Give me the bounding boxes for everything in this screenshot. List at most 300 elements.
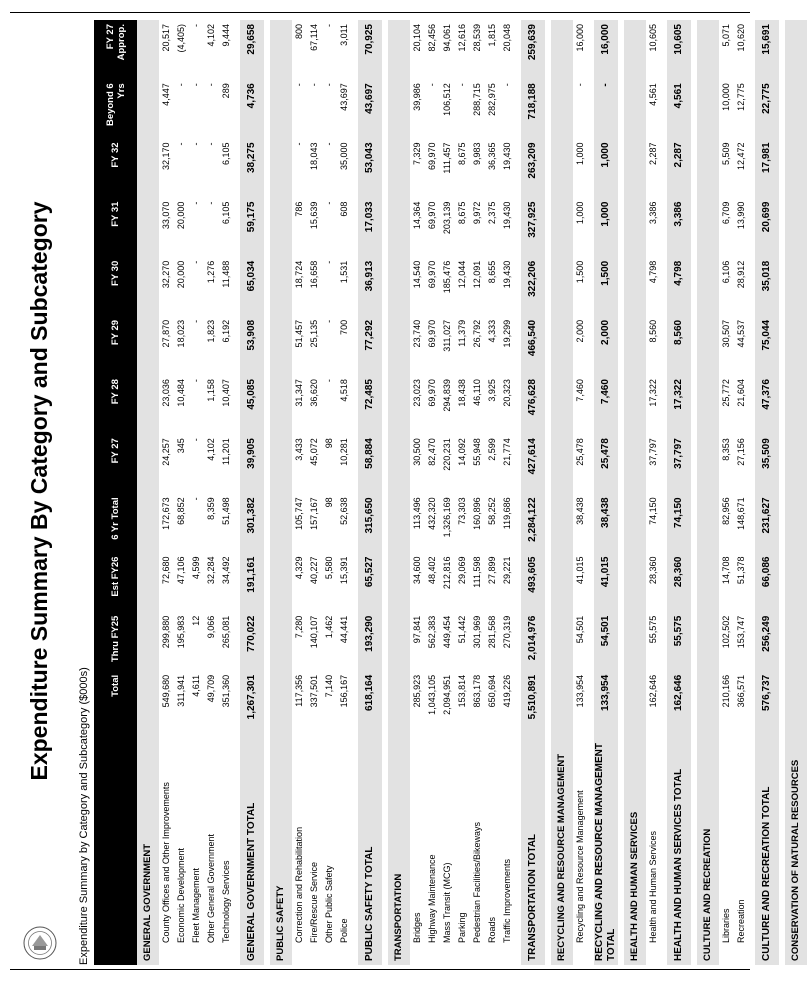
amount-cell: 6,192 (221, 319, 231, 343)
amount-cell: 549,680 (161, 674, 171, 708)
amount-cell: 38,275 (240, 138, 264, 197)
amount-cell: 1,815 (487, 24, 497, 47)
amount-cell: 105,747 (294, 497, 304, 530)
amount-cell: 98 (324, 497, 334, 508)
amount-cell: 282,975 (487, 83, 497, 116)
amount-cell: 19,299 (502, 319, 512, 348)
amount-cell: 46,110 (472, 379, 482, 406)
amount-cell: 162,646 (667, 671, 691, 730)
amount-cell: 55,575 (667, 612, 691, 671)
amount-cell: 20,000 (176, 201, 186, 230)
category-heading-row (785, 20, 807, 965)
amount-cell: 36,913 (358, 257, 382, 316)
amount-cell: 9,444 (221, 24, 231, 47)
amount-cell: 294,839 (442, 379, 452, 412)
amount-cell: 10,484 (176, 379, 186, 407)
amount-cell: 21,604 (736, 379, 746, 407)
amount-cell: 210,166 (721, 674, 731, 708)
subcategory-row (292, 20, 307, 965)
amount-cell: 193,290 (358, 612, 382, 671)
amount-cell: 770,022 (240, 612, 264, 671)
amount-cell: 75,044 (755, 316, 779, 375)
subcategory-row (159, 20, 174, 965)
category-heading-row (624, 20, 646, 965)
amount-cell: 10,000 (721, 83, 731, 111)
amount-cell: - (324, 260, 334, 264)
amount-cell: - (324, 379, 334, 383)
amount-cell: 94,061 (442, 24, 452, 52)
amount-cell: 23,023 (412, 379, 422, 407)
row-label: CULTURE AND RECREATION TOTAL (755, 730, 779, 965)
amount-cell: 15,691 (755, 20, 779, 79)
subcategory-row (425, 20, 440, 965)
amount-cell: 16,658 (309, 260, 319, 289)
amount-cell: - (324, 142, 334, 146)
amount-cell: 73,303 (457, 497, 467, 525)
subcategory-row (189, 20, 204, 965)
amount-cell: 6,105 (221, 142, 231, 165)
amount-cell: 119,686 (502, 497, 512, 530)
amount-cell: 47,106 (176, 556, 186, 585)
amount-cell: - (457, 83, 467, 87)
row-label: Correction and Rehabilitation (294, 826, 304, 943)
amount-cell: 1,158 (206, 379, 216, 402)
subcategory-row (485, 20, 500, 965)
row-label: Other General Government (206, 833, 216, 943)
subcategory-row (734, 20, 749, 965)
amount-cell: 37,797 (667, 434, 691, 493)
amount-cell: 12 (191, 615, 201, 626)
amount-cell: - (294, 83, 304, 87)
amount-cell: 72,485 (358, 375, 382, 434)
row-label: Highway Maintenance (427, 854, 437, 943)
row-label: PUBLIC SAFETY TOTAL (358, 730, 382, 965)
amount-cell: 45,072 (309, 438, 319, 466)
amount-cell: 18,043 (309, 142, 319, 170)
amount-cell: 419,226 (502, 674, 512, 708)
amount-cell: 8,359 (206, 497, 216, 520)
amount-cell: 70,925 (358, 20, 382, 79)
subcategory-row (307, 20, 322, 965)
amount-cell: 35,509 (755, 434, 779, 493)
amount-cell: 7,280 (294, 615, 304, 639)
amount-cell: 25,478 (594, 434, 618, 493)
amount-cell: 38,438 (575, 497, 585, 525)
amount-cell: 54,501 (594, 612, 618, 671)
amount-cell: 13,990 (736, 201, 746, 230)
amount-cell: 14,708 (721, 556, 731, 585)
column-header: Thru FY25 (94, 612, 137, 671)
amount-cell: 82,470 (427, 438, 437, 466)
row-label: Police (339, 918, 349, 943)
column-header: Total (94, 671, 137, 730)
amount-cell: 27,870 (161, 319, 171, 348)
amount-cell: 18,023 (176, 319, 186, 348)
amount-cell: 3,386 (648, 201, 658, 225)
amount-cell: 17,033 (358, 198, 382, 257)
category-heading-row (270, 20, 292, 965)
amount-cell: 8,675 (457, 142, 467, 165)
amount-cell: 41,015 (575, 556, 585, 585)
subcategory-row (455, 20, 470, 965)
amount-cell: 67,114 (309, 24, 319, 51)
amount-cell: 54,501 (575, 615, 585, 644)
amount-cell: 11,379 (457, 319, 467, 347)
amount-cell: 10,407 (221, 379, 231, 407)
row-label: Economic Development (176, 847, 186, 943)
amount-cell: 322,206 (521, 257, 545, 316)
amount-cell: - (191, 24, 201, 27)
amount-cell: 74,150 (667, 493, 691, 552)
amount-cell: 49,709 (206, 674, 216, 703)
amount-cell: 53,043 (358, 138, 382, 197)
amount-cell: 111,598 (472, 556, 482, 588)
amount-cell: 432,320 (427, 497, 437, 530)
amount-cell: 3,433 (294, 438, 304, 461)
subcategory-row (410, 20, 425, 965)
amount-cell: - (191, 379, 201, 383)
amount-cell: 4,561 (648, 83, 658, 106)
row-label: Traffic Improvements (502, 858, 512, 943)
subcategory-row (440, 20, 455, 965)
amount-cell: 35,018 (755, 257, 779, 316)
amount-cell: 28,360 (648, 556, 658, 585)
amount-cell: 311,941 (176, 674, 186, 707)
amount-cell: 44,441 (339, 615, 349, 644)
amount-cell: 203,139 (442, 201, 452, 235)
category-heading: CONSERVATION OF NATURAL RESOURCES (785, 20, 807, 965)
amount-cell: 185,476 (442, 260, 452, 294)
header-description (94, 730, 137, 965)
column-header: Est FY26 (94, 553, 137, 612)
amount-cell: 1,500 (575, 260, 585, 284)
amount-cell: 27,899 (487, 556, 497, 585)
amount-cell: 4,447 (161, 83, 171, 106)
row-label: County Offices and Other Improvements (161, 782, 171, 943)
subcategory-row (322, 20, 337, 965)
amount-cell: 172,673 (161, 497, 171, 530)
amount-cell: 4,333 (487, 319, 497, 343)
amount-cell: 1,043,105 (427, 674, 437, 715)
amount-cell: 2,000 (575, 319, 585, 343)
category-heading: CULTURE AND RECREATION (697, 20, 719, 965)
expenditure-table (94, 20, 807, 965)
amount-cell: 466,540 (521, 316, 545, 375)
amount-cell: - (206, 201, 216, 205)
top-rule (10, 12, 750, 13)
row-label: HEALTH AND HUMAN SERVICES TOTAL (667, 730, 691, 965)
amount-cell: 786 (294, 201, 304, 217)
amount-cell: 38,438 (594, 493, 618, 552)
category-total-row (358, 20, 382, 965)
row-label: Other Public Safety (324, 865, 334, 943)
amount-cell: 4,599 (191, 556, 201, 580)
amount-cell: 23,740 (412, 319, 422, 348)
row-label: TRANSPORTATION TOTAL (521, 730, 545, 965)
category-heading: HEALTH AND HUMAN SERVICES (624, 20, 646, 965)
amount-cell: 16,000 (575, 24, 585, 52)
amount-cell: - (575, 83, 585, 87)
amount-cell: 212,816 (442, 556, 452, 590)
amount-cell: 82,456 (427, 24, 437, 52)
amount-cell: 51,442 (457, 615, 467, 644)
row-label: Recycling and Resource Management (575, 790, 585, 943)
row-label: GENERAL GOVERNMENT TOTAL (240, 730, 264, 965)
amount-cell: 36,365 (487, 142, 497, 170)
amount-cell: 14,092 (457, 438, 467, 466)
column-header: Beyond 6 Yrs (94, 79, 137, 138)
amount-cell: 2,094,951 (442, 674, 452, 715)
amount-cell: 19,430 (502, 260, 512, 289)
amount-cell: - (191, 438, 201, 442)
category-total-row (240, 20, 264, 965)
header-row (94, 20, 137, 965)
amount-cell: 10,620 (736, 24, 746, 52)
amount-cell: 34,492 (221, 556, 231, 585)
amount-cell: 4,518 (339, 379, 349, 402)
amount-cell: 1,823 (206, 319, 216, 343)
row-label: Parking (457, 912, 467, 943)
amount-cell: 35,000 (339, 142, 349, 170)
amount-cell: 55,948 (472, 438, 482, 466)
amount-cell: 608 (339, 201, 349, 217)
amount-cell: 5,510,891 (521, 671, 545, 730)
amount-cell: 10,605 (648, 24, 658, 52)
amount-cell: 43,697 (358, 79, 382, 138)
amount-cell: 5,071 (721, 24, 731, 47)
category-total-row (521, 20, 545, 965)
amount-cell: - (502, 83, 512, 87)
amount-cell: 5,509 (721, 142, 731, 165)
amount-cell: 32,270 (161, 260, 171, 289)
amount-cell: 32,284 (206, 556, 216, 585)
amount-cell: 2,284,122 (521, 493, 545, 552)
amount-cell: 22,775 (755, 79, 779, 138)
amount-cell: 576,737 (755, 671, 779, 730)
column-header: FY 28 (94, 375, 137, 434)
amount-cell: 133,954 (575, 674, 585, 708)
amount-cell: - (594, 79, 618, 138)
amount-cell: 102,502 (721, 615, 731, 649)
subcategory-row (646, 20, 661, 965)
amount-cell: 1,326,169 (442, 497, 452, 538)
amount-cell: 337,501 (309, 674, 319, 708)
amount-cell: 47,376 (755, 375, 779, 434)
amount-cell: 285,923 (412, 674, 422, 708)
amount-cell: 2,287 (648, 142, 658, 165)
amount-cell: 40,227 (309, 556, 319, 585)
amount-cell: - (191, 497, 201, 501)
amount-cell: 25,478 (575, 438, 585, 466)
amount-cell: 191,161 (240, 553, 264, 612)
category-heading: PUBLIC SAFETY (270, 20, 292, 965)
amount-cell: 20,323 (502, 379, 512, 407)
subcategory-row (219, 20, 234, 965)
amount-cell: 32,170 (161, 142, 171, 170)
amount-cell: 1,267,301 (240, 671, 264, 730)
amount-cell: 16,000 (594, 20, 618, 79)
amount-cell: 6,105 (221, 201, 231, 225)
category-heading-row (551, 20, 573, 965)
amount-cell: 17,981 (755, 138, 779, 197)
amount-cell: 476,628 (521, 375, 545, 434)
amount-cell: - (206, 83, 216, 87)
category-heading: TRANSPORTATION (388, 20, 410, 965)
amount-cell: 29,658 (240, 20, 264, 79)
category-heading: GENERAL GOVERNMENT (137, 20, 159, 965)
amount-cell: 289 (221, 83, 231, 99)
amount-cell: 51,378 (736, 556, 746, 585)
amount-cell: 39,905 (240, 434, 264, 493)
amount-cell: 33,070 (161, 201, 171, 230)
amount-cell: 43,697 (339, 83, 349, 111)
amount-cell: 9,066 (206, 615, 216, 639)
amount-cell: 311,027 (442, 319, 452, 352)
amount-cell: 156,167 (339, 674, 349, 708)
amount-cell: 10,281 (339, 438, 349, 466)
amount-cell: 8,560 (667, 316, 691, 375)
amount-cell: 59,175 (240, 198, 264, 257)
amount-cell: 11,201 (221, 438, 231, 466)
amount-cell: 74,150 (648, 497, 658, 525)
amount-cell: 28,539 (472, 24, 482, 52)
amount-cell: 69,970 (427, 319, 437, 348)
amount-cell: - (324, 24, 334, 27)
amount-cell: 6,106 (721, 260, 731, 284)
amount-cell: 220,231 (442, 438, 452, 471)
amount-cell: 3,011 (339, 24, 349, 46)
amount-cell: 3,386 (667, 198, 691, 257)
amount-cell: 1,000 (594, 138, 618, 197)
amount-cell: 270,319 (502, 615, 512, 649)
column-header: FY 31 (94, 198, 137, 257)
amount-cell: 2,287 (667, 138, 691, 197)
amount-cell: 3,925 (487, 379, 497, 402)
category-heading-row (137, 20, 159, 965)
amount-cell: 327,925 (521, 198, 545, 257)
amount-cell: 1,462 (324, 615, 334, 639)
amount-cell: 21,774 (502, 438, 512, 466)
page-title: Expenditure Summary By Category and Subcategory (26, 201, 52, 781)
amount-cell: 427,614 (521, 434, 545, 493)
amount-cell: 148,671 (736, 497, 746, 530)
amount-cell: 19,430 (502, 201, 512, 230)
amount-cell: 153,814 (457, 674, 467, 708)
amount-cell: 366,571 (736, 674, 746, 708)
amount-cell: 562,383 (427, 615, 437, 649)
amount-cell: 7,460 (594, 375, 618, 434)
amount-cell: 10,605 (667, 20, 691, 79)
column-header: FY 27 Approp. (94, 20, 137, 79)
amount-cell: 160,896 (472, 497, 482, 530)
amount-cell: 26,792 (472, 319, 482, 348)
amount-cell: - (191, 319, 201, 323)
amount-cell: 58,252 (487, 497, 497, 525)
amount-cell: 34,600 (412, 556, 422, 585)
row-label: Recreation (736, 899, 746, 943)
amount-cell: 449,454 (442, 615, 452, 649)
amount-cell: 12,472 (736, 142, 746, 170)
amount-cell: - (294, 142, 304, 146)
subcategory-row (174, 20, 189, 965)
row-label: Bridges (412, 912, 422, 943)
column-header: 6 Yr Total (94, 493, 137, 552)
amount-cell: 17,322 (648, 379, 658, 407)
amount-cell: (4,405) (176, 24, 186, 53)
amount-cell: 231,627 (755, 493, 779, 552)
county-seal-icon (23, 926, 57, 960)
amount-cell: 111,457 (442, 142, 452, 174)
amount-cell: 133,954 (594, 671, 618, 730)
amount-cell: 106,512 (442, 83, 452, 116)
amount-cell: 1,000 (575, 201, 585, 225)
amount-cell: 77,292 (358, 316, 382, 375)
amount-cell: - (191, 142, 201, 146)
amount-cell: 162,646 (648, 674, 658, 708)
amount-cell: 7,460 (575, 379, 585, 402)
amount-cell: 98 (324, 438, 334, 449)
amount-cell: 14,364 (412, 201, 422, 230)
category-total-row (594, 20, 618, 965)
amount-cell: 66,086 (755, 553, 779, 612)
amount-cell: 12,775 (736, 83, 746, 111)
amount-cell: 12,044 (457, 260, 467, 289)
amount-cell: 18,724 (294, 260, 304, 289)
amount-cell: 69,970 (427, 379, 437, 407)
subcategory-row (500, 20, 515, 965)
amount-cell: - (191, 260, 201, 264)
bottom-rule (10, 969, 750, 970)
amount-cell: 288,715 (472, 83, 482, 116)
amount-cell: 493,605 (521, 553, 545, 612)
amount-cell: 9,983 (472, 142, 482, 165)
row-label: Roads (487, 916, 497, 943)
column-header: FY 30 (94, 257, 137, 316)
amount-cell: 72,680 (161, 556, 171, 585)
subcategory-row (573, 20, 588, 965)
amount-cell: 25,772 (721, 379, 731, 407)
amount-cell: 23,036 (161, 379, 171, 407)
amount-cell: 29,221 (502, 556, 512, 585)
amount-cell: - (309, 83, 319, 87)
amount-cell: 2,000 (594, 316, 618, 375)
amount-cell: 8,353 (721, 438, 731, 461)
amount-cell: 5,580 (324, 556, 334, 580)
subcategory-row (470, 20, 485, 965)
category-heading: RECYCLING AND RESOURCE MANAGEMENT (551, 20, 573, 965)
amount-cell: 36,620 (309, 379, 319, 407)
amount-cell: 301,382 (240, 493, 264, 552)
amount-cell: 9,972 (472, 201, 482, 225)
amount-cell: 299,880 (161, 615, 171, 649)
amount-cell: 24,257 (161, 438, 171, 466)
amount-cell: 51,457 (294, 319, 304, 348)
amount-cell: 1,500 (594, 257, 618, 316)
amount-cell: 4,102 (206, 24, 216, 47)
amount-cell: 15,639 (309, 201, 319, 230)
amount-cell: 41,015 (594, 553, 618, 612)
amount-cell: 301,969 (472, 615, 482, 649)
amount-cell: 37,797 (648, 438, 658, 466)
column-header: FY 32 (94, 138, 137, 197)
amount-cell: 256,249 (755, 612, 779, 671)
amount-cell: 8,560 (648, 319, 658, 343)
amount-cell: - (191, 201, 201, 205)
amount-cell: 25,135 (309, 319, 319, 348)
amount-cell: 19,430 (502, 142, 512, 170)
amount-cell: - (176, 83, 186, 87)
amount-cell: 69,970 (427, 201, 437, 230)
